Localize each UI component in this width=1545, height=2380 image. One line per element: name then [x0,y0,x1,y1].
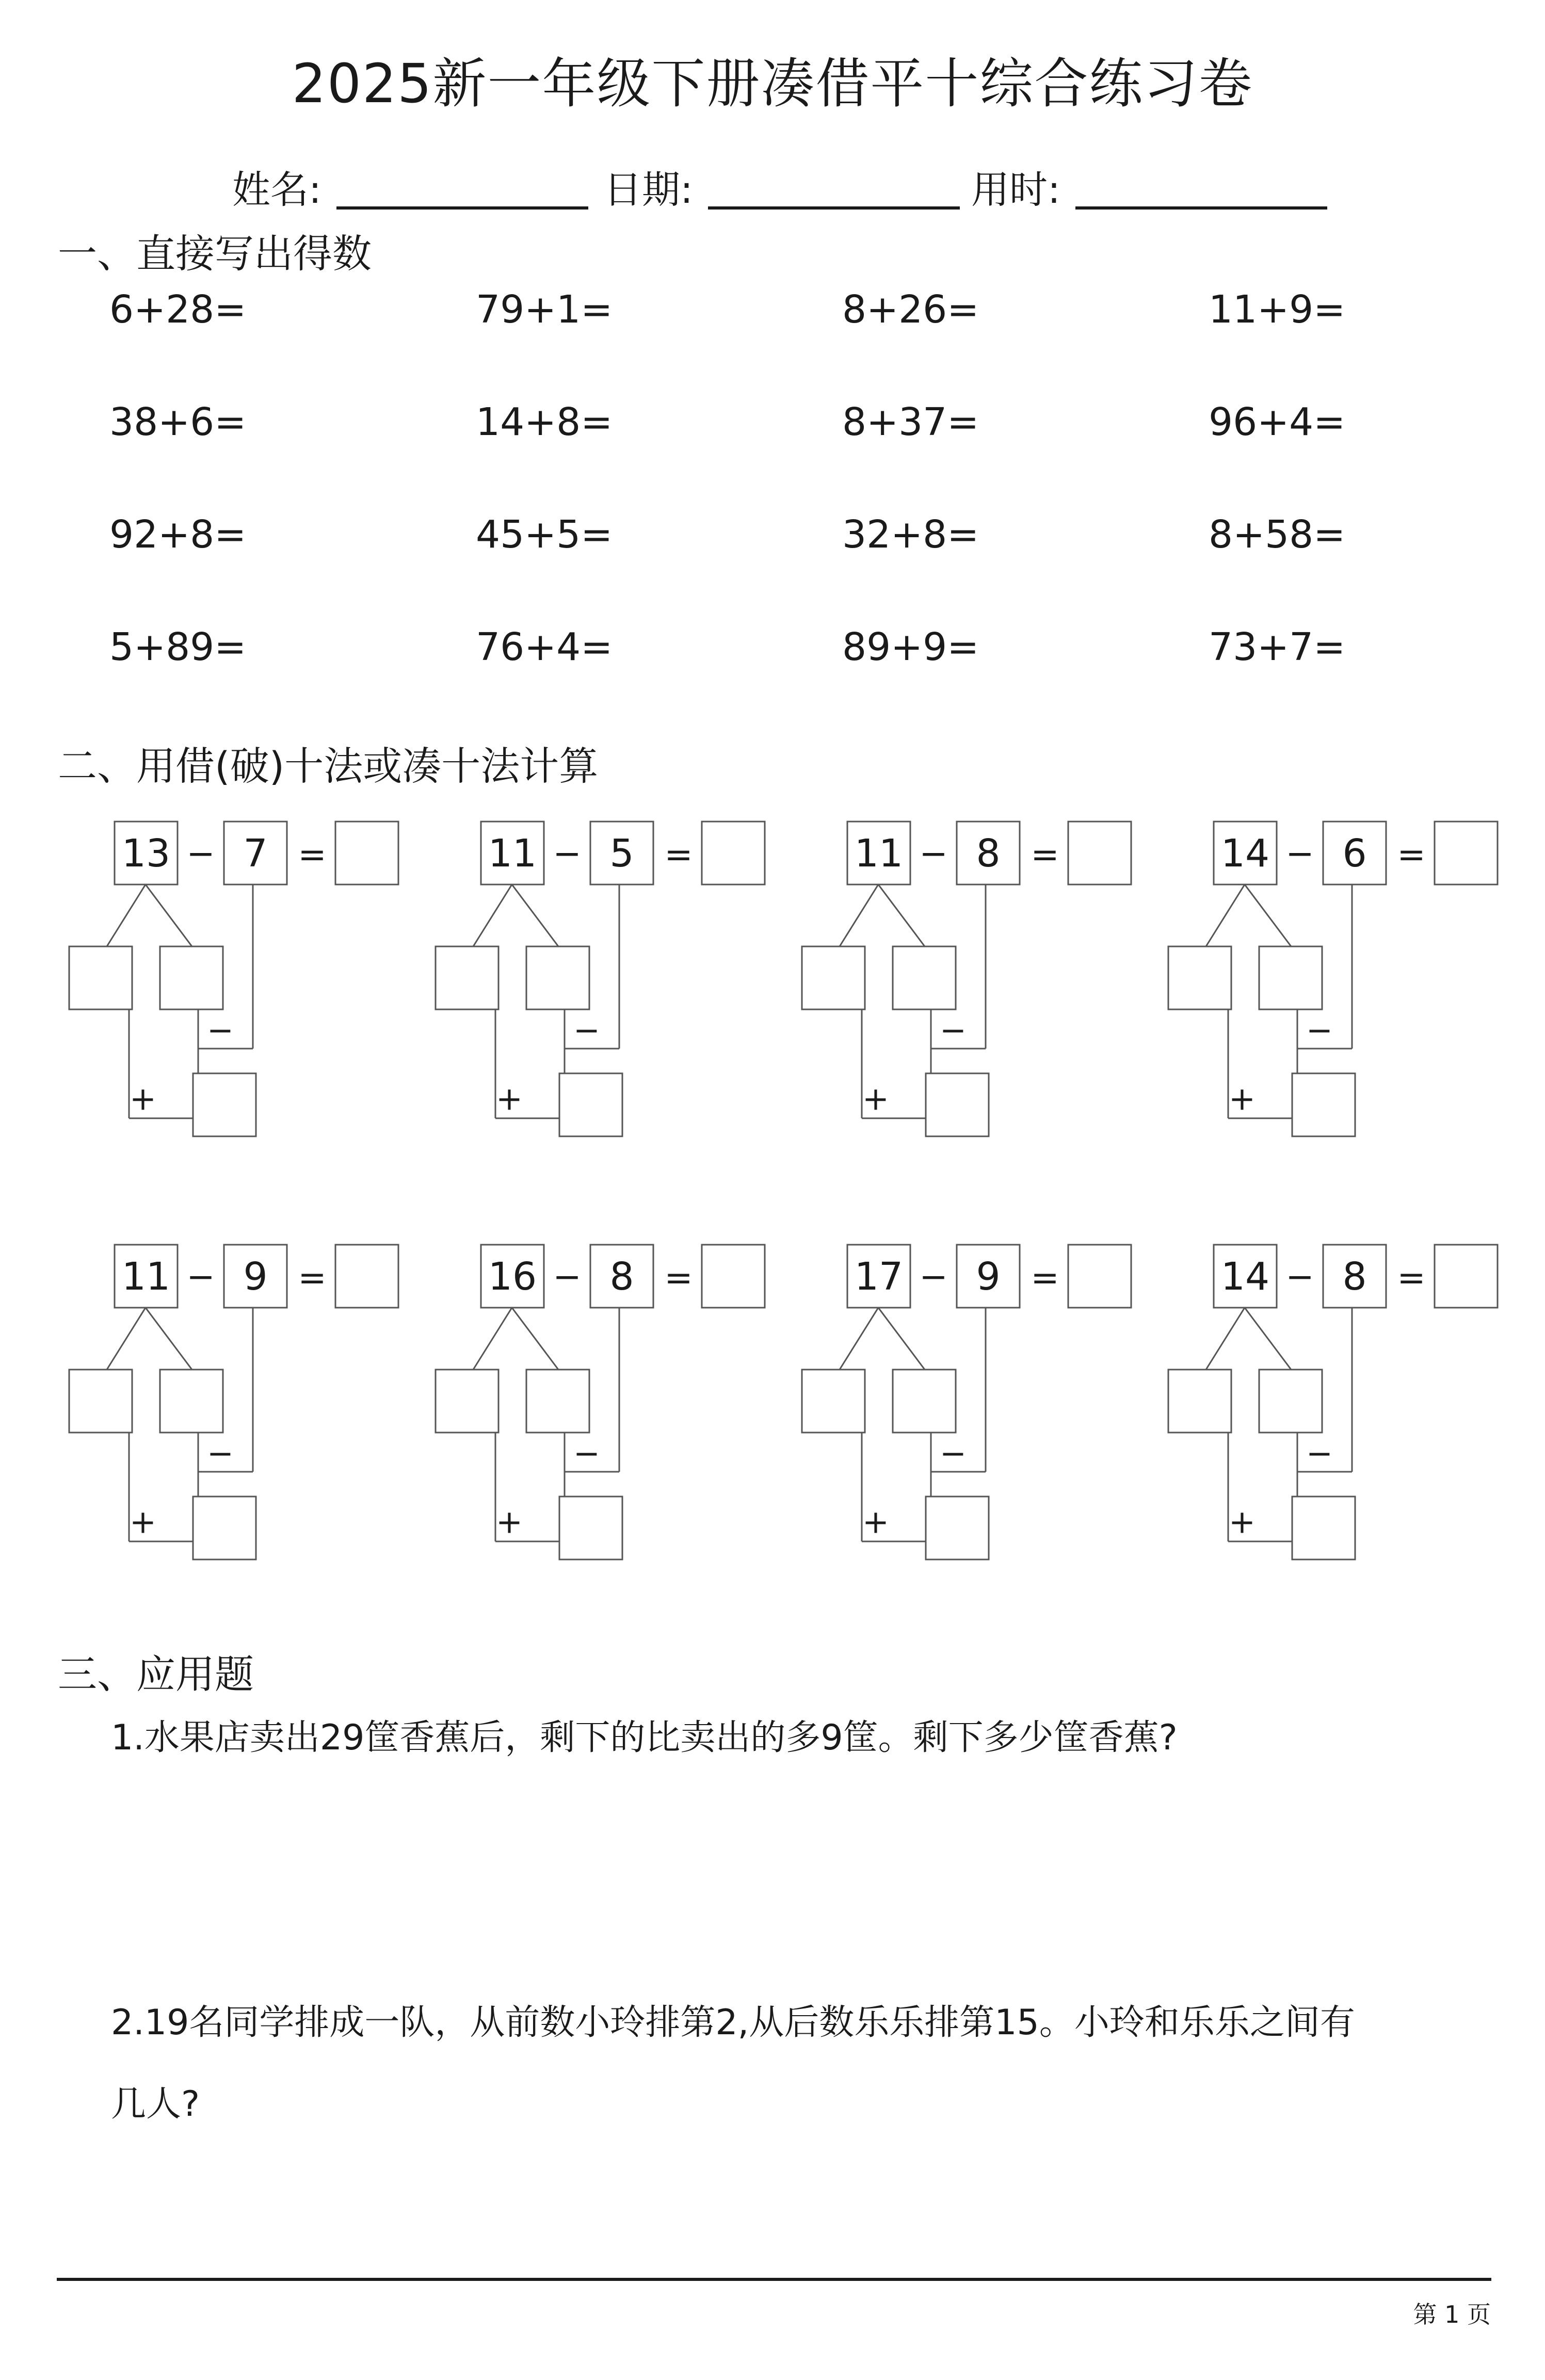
split-line-right [878,885,925,946]
split-line-right [512,885,558,946]
arithmetic-problem: 8+37= [842,400,979,444]
plus-sign: + [1229,1080,1256,1118]
question-2-line-2: 几人? [111,2084,200,2125]
arithmetic-problem: 89+9= [842,625,979,669]
answer-box[interactable] [1435,822,1498,885]
minus-sign: − [207,1011,234,1049]
arithmetic-problem: 8+26= [842,287,979,332]
split-box-left[interactable] [69,946,132,1009]
split-line-left [1206,1308,1245,1370]
question-1: 1.水果店卖出29筐香蕉后，剩下的比卖出的多9筐。剩下多少筐香蕉? [111,1717,1178,1758]
name-label: 姓名: [232,168,321,212]
plus-sign: + [130,1080,156,1118]
arithmetic-problem: 11+9= [1209,287,1346,332]
plus-sign: + [862,1080,889,1118]
split-line-right [146,885,192,946]
arithmetic-problem: 79+1= [476,287,613,332]
question-2-line-1: 2.19名同学排成一队，从前数小玲排第2,从后数乐乐排第15。小玲和乐乐之间有 [111,2002,1355,2043]
minuend: 14 [1220,1255,1270,1299]
time-label: 用时: [971,168,1060,212]
split-box-left[interactable] [1168,1370,1231,1433]
minuend: 17 [854,1255,904,1299]
minus-sign: − [940,1434,967,1472]
split-box-right[interactable] [1259,1370,1322,1433]
answer-box[interactable] [1068,822,1131,885]
minus-sign: − [573,1011,600,1049]
subtrahend: 8 [609,1255,634,1299]
answer-box[interactable] [1435,1245,1498,1308]
plus-sign: + [496,1080,523,1118]
subtrahend: 9 [976,1255,1001,1299]
split-line-left [107,885,146,946]
arithmetic-problem: 92+8= [109,512,247,557]
split-box-right[interactable] [526,946,589,1009]
page-number: 第 1 页 [1413,2301,1491,2328]
equals-sign: = [298,1258,327,1298]
equals-sign: = [1397,834,1426,875]
subtrahend: 6 [1342,831,1367,876]
footer-divider [57,2278,1491,2281]
minuend: 13 [121,831,171,876]
minus-sign: − [553,833,582,874]
equals-sign: = [1031,1258,1059,1298]
arithmetic-problem: 8+58= [1209,512,1346,557]
split-box-left[interactable] [802,946,865,1009]
split-box-right[interactable] [526,1370,589,1433]
minus-sign: − [1285,833,1314,874]
plus-sign: + [496,1503,523,1541]
arithmetic-problem: 73+7= [1209,625,1346,669]
section-3-heading: 三、应用题 [58,1651,254,1697]
split-box-left[interactable] [1168,946,1231,1009]
answer-box[interactable] [335,822,398,885]
arithmetic-problem: 14+8= [476,400,613,444]
date-label: 日期: [604,168,693,212]
arithmetic-problem: 38+6= [109,400,247,444]
arithmetic-problem: 45+5= [476,512,613,557]
minuend: 14 [1220,831,1270,876]
arithmetic-problem: 76+4= [476,625,613,669]
minuend: 16 [488,1255,537,1299]
intermediate-box[interactable] [1292,1073,1355,1136]
split-box-left[interactable] [436,1370,498,1433]
plus-sign: + [130,1503,156,1541]
intermediate-box[interactable] [193,1497,256,1559]
section-2-heading: 二、用借(破)十法或凑十法计算 [58,743,599,789]
arithmetic-problem: 96+4= [1209,400,1346,444]
equals-sign: = [664,834,693,875]
intermediate-box[interactable] [926,1497,989,1559]
minus-sign: − [940,1011,967,1049]
split-line-right [1245,1308,1291,1370]
arithmetic-problem: 5+89= [109,625,247,669]
equals-sign: = [1031,834,1059,875]
split-line-right [146,1308,192,1370]
minus-sign: − [186,833,215,874]
minus-sign: − [573,1434,600,1472]
intermediate-box[interactable] [926,1073,989,1136]
subtrahend: 5 [609,831,634,876]
split-line-left [840,885,878,946]
answer-box[interactable] [335,1245,398,1308]
intermediate-box[interactable] [193,1073,256,1136]
answer-box[interactable] [702,1245,765,1308]
split-box-right[interactable] [1259,946,1322,1009]
equals-sign: = [664,1258,693,1298]
split-box-right[interactable] [160,946,223,1009]
arithmetic-problem: 6+28= [109,287,247,332]
page-title: 2025新一年级下册凑借平十综合练习卷 [292,52,1253,115]
minus-sign: − [553,1257,582,1297]
minus-sign: − [919,833,948,874]
split-line-right [1245,885,1291,946]
answer-box[interactable] [702,822,765,885]
minuend: 11 [488,831,537,876]
split-box-right[interactable] [893,946,956,1009]
split-line-left [473,885,512,946]
split-box-left[interactable] [802,1370,865,1433]
equals-sign: = [1397,1258,1426,1298]
minus-sign: − [1306,1434,1333,1472]
intermediate-box[interactable] [1292,1497,1355,1559]
minus-sign: − [186,1257,215,1297]
minus-sign: − [207,1434,234,1472]
plus-sign: + [862,1503,889,1541]
minuend: 11 [854,831,904,876]
plus-sign: + [1229,1503,1256,1541]
split-line-right [512,1308,558,1370]
split-line-right [878,1308,925,1370]
intermediate-box[interactable] [559,1497,622,1559]
split-line-left [840,1308,878,1370]
subtrahend: 8 [976,831,1001,876]
minus-sign: − [1306,1011,1333,1049]
intermediate-box[interactable] [559,1073,622,1136]
arithmetic-problem: 32+8= [842,512,979,557]
split-line-left [473,1308,512,1370]
minuend: 11 [121,1255,171,1299]
equals-sign: = [298,834,327,875]
split-box-left[interactable] [69,1370,132,1433]
split-line-left [1206,885,1245,946]
split-box-right[interactable] [893,1370,956,1433]
subtrahend: 9 [243,1255,268,1299]
section-1-heading: 一、直接写出得数 [58,231,372,277]
minus-sign: − [919,1257,948,1297]
split-line-left [107,1308,146,1370]
split-box-left[interactable] [436,946,498,1009]
subtrahend: 7 [243,831,268,876]
split-box-right[interactable] [160,1370,223,1433]
answer-box[interactable] [1068,1245,1131,1308]
subtrahend: 8 [1342,1255,1367,1299]
minus-sign: − [1285,1257,1314,1297]
